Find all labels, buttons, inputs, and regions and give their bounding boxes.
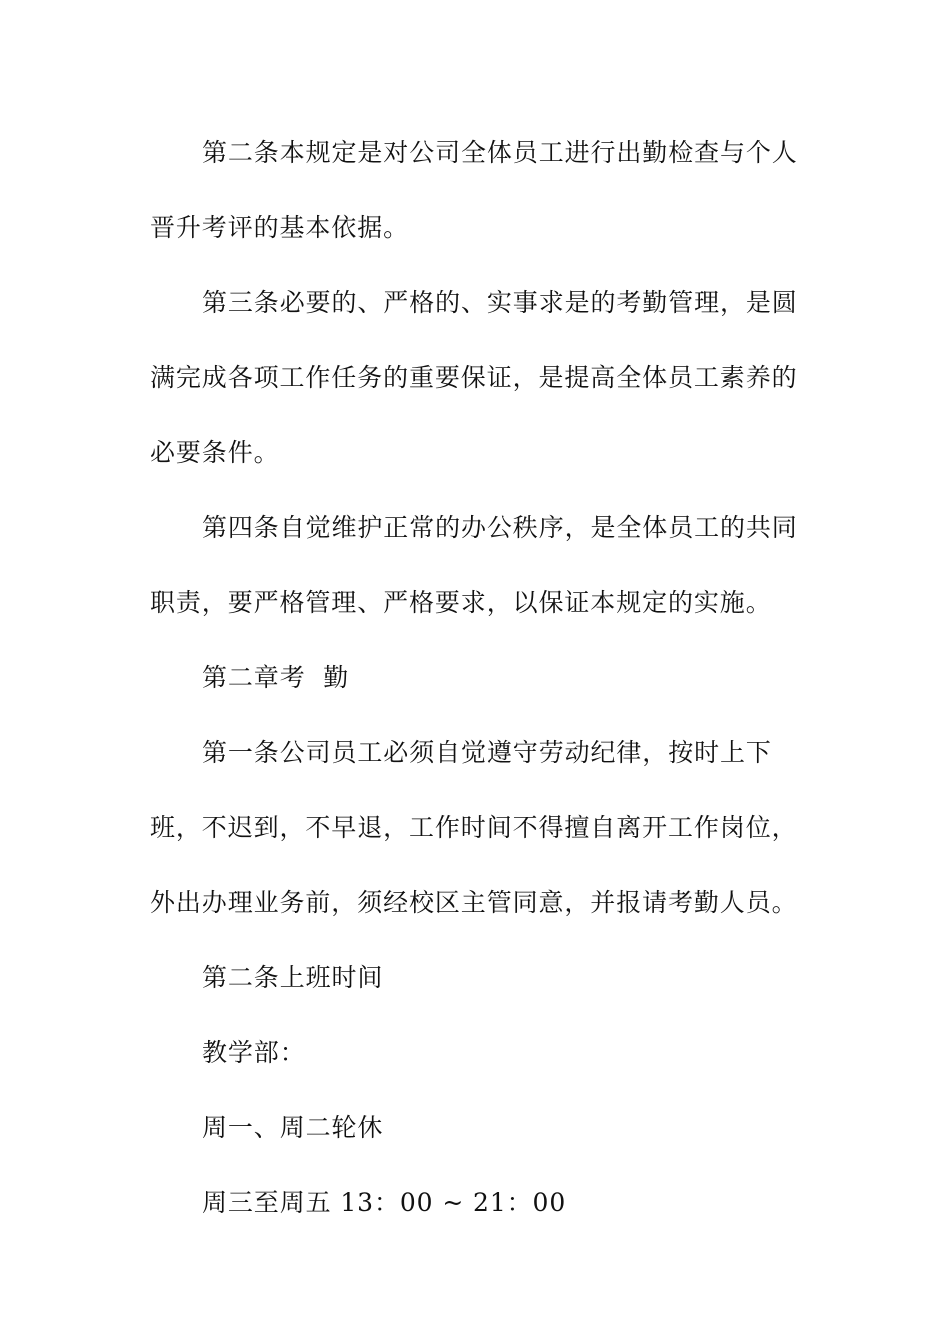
department-label: 教学部：	[202, 1038, 306, 1067]
paragraph-article-3-line-1: 第三条必要的、严格的、实事求是的考勤管理，是圆	[202, 288, 798, 317]
chapter-heading: 第二章考 勤	[202, 663, 350, 692]
paragraph-article-2-line-1: 第二条本规定是对公司全体员工进行出勤检查与个人	[202, 138, 798, 167]
schedule-rest-days: 周一、周二轮休	[202, 1113, 384, 1142]
paragraph-article-3-line-3: 必要条件。	[150, 438, 280, 467]
paragraph-attendance-article-1-line-2: 班，不迟到，不早退，工作时间不得擅自离开工作岗位，	[150, 813, 798, 842]
paragraph-article-3-line-2: 满完成各项工作任务的重要保证，是提高全体员工素养的	[150, 363, 798, 392]
document-body	[150, 130, 798, 1255]
paragraph-article-4-line-1: 第四条自觉维护正常的办公秩序，是全体员工的共同	[202, 513, 798, 542]
paragraph-attendance-article-1-line-3: 外出办理业务前，须经校区主管同意，并报请考勤人员。	[150, 888, 798, 917]
paragraph-article-2-line-2: 晋升考评的基本依据。	[150, 213, 410, 242]
paragraph-working-hours: 第二条上班时间	[202, 963, 384, 992]
paragraph-attendance-article-1-line-1: 第一条公司员工必须自觉遵守劳动纪律，按时上下	[202, 738, 772, 767]
schedule-work-hours: 周三至周五 13：00 ~ 21：00	[202, 1188, 567, 1217]
paragraph-article-4-line-2: 职责，要严格管理、严格要求，以保证本规定的实施。	[150, 588, 772, 617]
